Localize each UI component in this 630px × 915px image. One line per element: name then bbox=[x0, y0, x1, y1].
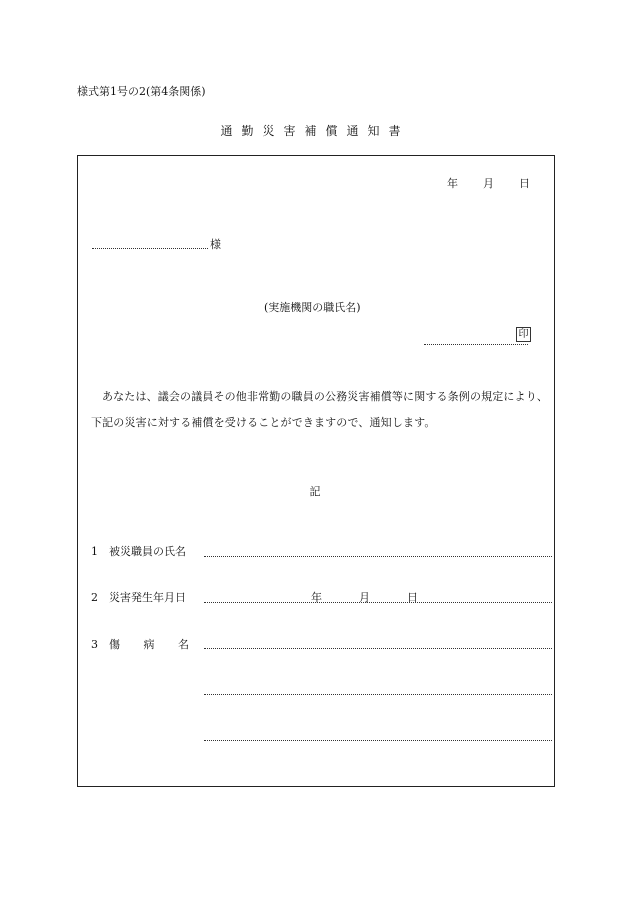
item-2-number: 2 bbox=[91, 591, 98, 604]
item-2 bbox=[91, 589, 186, 605]
item-2-year: 年 bbox=[311, 591, 322, 604]
issue-date-day: 日 bbox=[519, 177, 530, 190]
issue-date-month: 月 bbox=[483, 177, 494, 190]
issue-date-day-wrap bbox=[519, 175, 530, 191]
issuer-name-line[interactable] bbox=[424, 332, 528, 345]
item-3 bbox=[91, 636, 199, 652]
item-3-number: 3 bbox=[91, 638, 98, 651]
seal-mark: 印 bbox=[516, 327, 531, 342]
issue-date bbox=[447, 175, 458, 191]
item-3-line-2[interactable] bbox=[204, 683, 552, 695]
recipient-name-line[interactable] bbox=[92, 236, 208, 249]
issuer-label: (実施機関の職氏名) bbox=[264, 301, 361, 314]
item-2-month: 月 bbox=[359, 591, 370, 604]
recipient-suffix: 様 bbox=[210, 238, 221, 251]
item-1 bbox=[91, 543, 186, 559]
item-2-line[interactable] bbox=[204, 591, 552, 603]
ki-heading: 記 bbox=[309, 485, 321, 498]
item-1-line[interactable] bbox=[204, 545, 552, 557]
form-reference: 様式第1号の2(第4条関係) bbox=[77, 85, 206, 98]
item-3-line-1[interactable] bbox=[204, 637, 552, 649]
item-3-label: 傷 病 名 bbox=[109, 638, 199, 651]
issue-date-month-wrap bbox=[483, 175, 494, 191]
item-1-label: 被災職員の氏名 bbox=[109, 545, 186, 558]
item-1-number: 1 bbox=[91, 545, 98, 558]
item-3-line-3[interactable] bbox=[204, 729, 552, 741]
notice-body: あなたは、議会の議員その他非常勤の職員の公務災害補償等に関する条例の規定により、下記の災害に対する補償を受けることができますので、通知します。 bbox=[91, 390, 548, 429]
item-2-label: 災害発生年月日 bbox=[109, 591, 186, 604]
item-2-day: 日 bbox=[407, 591, 418, 604]
document-title: 通勤災害補償通知書 bbox=[220, 124, 410, 138]
issue-date-year: 年 bbox=[447, 177, 458, 190]
